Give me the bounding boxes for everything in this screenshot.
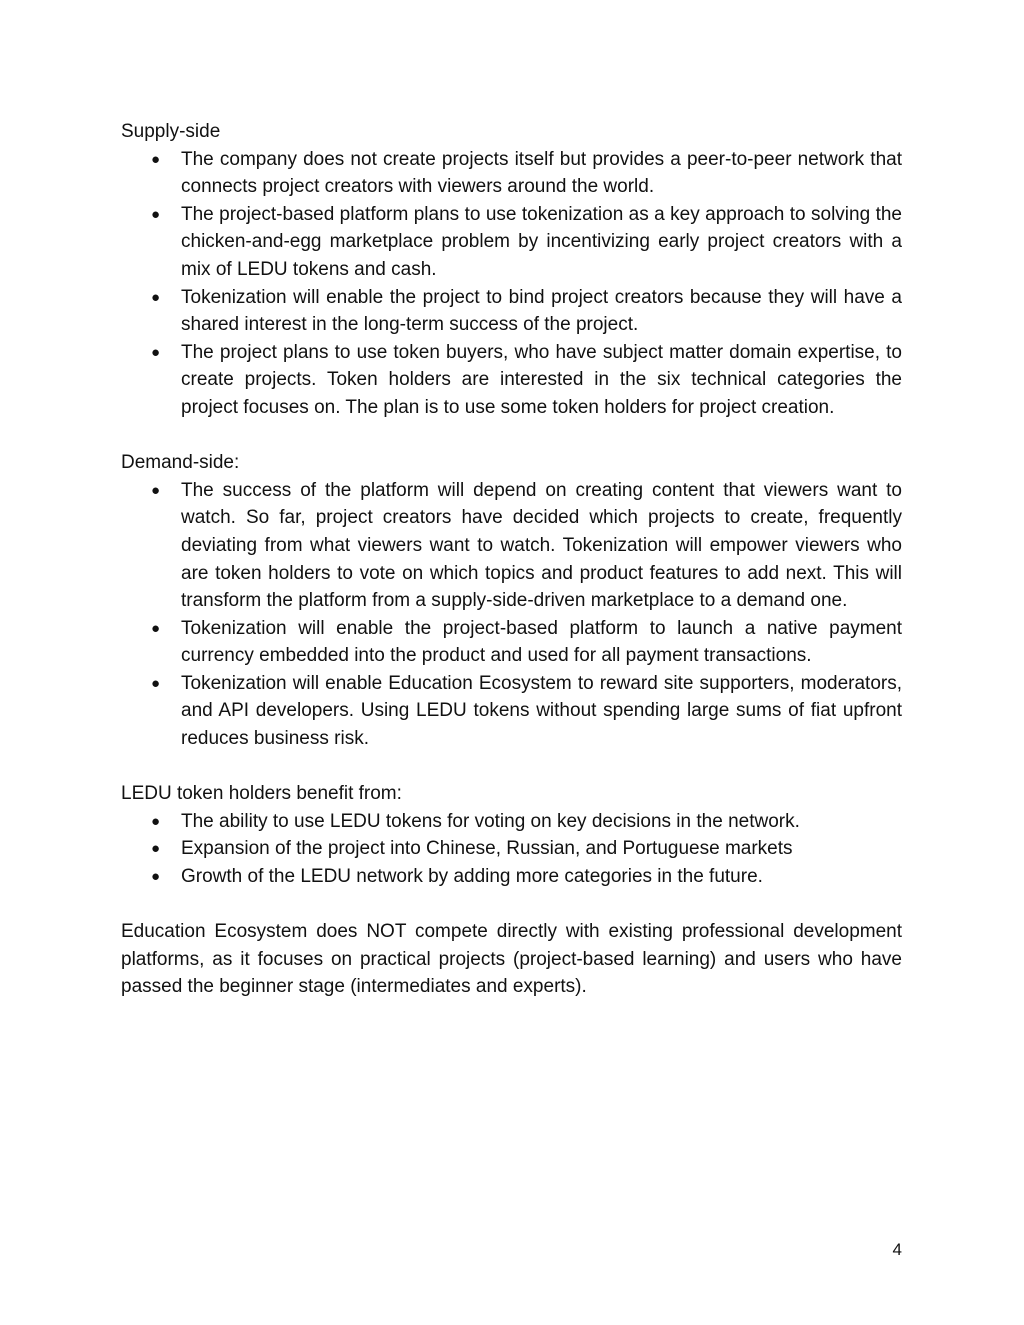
section-spacer — [121, 891, 902, 919]
closing-paragraph: Education Ecosystem does NOT compete directly with existing professional development platforms, as it focuses on practical projects (project-based learning) and users who have passed the beginner stage (intermediates and experts). — [121, 921, 902, 998]
list-item — [121, 615, 902, 670]
list-item — [121, 863, 902, 891]
bullet-icon: ● — [151, 205, 161, 223]
list-item-text: Tokenization will enable the project to bind project creators because they will have a shared interest in the long-term success of the project. — [181, 286, 902, 336]
list-item — [121, 146, 902, 201]
section-spacer — [121, 753, 902, 781]
bullet-icon: ● — [151, 150, 161, 168]
demand-side-list — [121, 477, 902, 753]
bullet-icon: ● — [151, 674, 161, 692]
list-item-text: The project-based platform plans to use tokenization as a key approach to solving the chicken-and-egg marketplace problem by incentivizing early project creators with a mix of LEDU tokens and cash. — [181, 203, 902, 280]
list-item — [121, 339, 902, 422]
supply-side-heading: Supply-side — [121, 121, 221, 142]
list-item-text: The project plans to use token buyers, who have subject matter domain expertise, to create projects. Token holders are interested in the six technical categories the project focuses on. The plan is to use some token holders for project creation. — [181, 341, 902, 418]
list-item — [121, 835, 902, 863]
list-item-text: The company does not create projects itself but provides a peer-to-peer network that connects project creators with viewers around the world. — [181, 148, 902, 198]
list-item — [121, 201, 902, 284]
section-spacer — [121, 422, 902, 450]
list-item-text: Tokenization will enable the project-based platform to launch a native payment currency embedded into the product and used for all payment transactions. — [181, 617, 902, 667]
bullet-icon: ● — [151, 619, 161, 637]
bullet-icon: ● — [151, 343, 161, 361]
list-item-text: Expansion of the project into Chinese, Russian, and Portuguese markets — [181, 838, 793, 860]
list-item-text: The success of the platform will depend on creating content that viewers want to watch. So far, project creators have decided which projects to create, frequently deviating from what viewers want to watch. Tokenization will empower viewers who are token holders to vote on which topics and product features to add next. This will transform the platform from a supply-side-driven marketplace to a demand one. — [181, 479, 902, 612]
list-item-text: Growth of the LEDU network by adding more categories in the future. — [181, 866, 763, 888]
page-number: 4 — [892, 1240, 902, 1259]
list-item-text: Tokenization will enable Education Ecosystem to reward site supporters, moderators, and API developers. Using LEDU tokens without spending large sums of fiat upfront reduces business risk. — [181, 672, 902, 750]
list-item — [121, 808, 902, 836]
supply-side-list — [121, 146, 902, 422]
bullet-icon: ● — [151, 481, 161, 499]
page-content — [121, 118, 902, 1001]
bullet-icon: ● — [151, 840, 161, 858]
token-holders-heading: LEDU token holders benefit from: — [121, 783, 402, 805]
list-item-text: The ability to use LEDU tokens for voting on key decisions in the network. — [181, 810, 800, 832]
bullet-icon: ● — [151, 288, 161, 306]
demand-side-heading: Demand-side: — [121, 452, 240, 474]
token-holders-list — [121, 808, 902, 891]
list-item — [121, 670, 902, 753]
bullet-icon: ● — [151, 812, 161, 830]
bullet-icon: ● — [151, 868, 161, 886]
list-item — [121, 477, 902, 615]
list-item — [121, 284, 902, 339]
